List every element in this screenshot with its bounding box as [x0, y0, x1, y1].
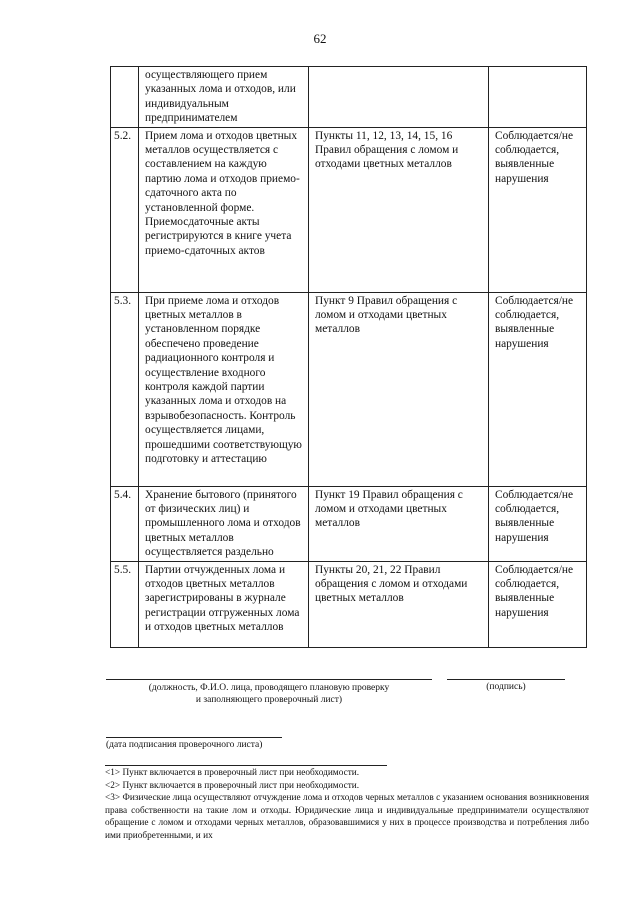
position-caption [106, 682, 432, 706]
position-caption-line-2: и заполняющего проверочный лист) [195, 695, 343, 705]
row-number: 5.3. [111, 292, 139, 486]
compliance-result: Соблюдается/не соблюдается, выявленные нарушения [489, 561, 587, 647]
date-caption: (дата подписания проверочного листа) [106, 740, 263, 750]
page-number: 62 [313, 31, 327, 46]
legal-reference: Пункты 11, 12, 13, 14, 15, 16 Правил обращения с ломом и отходами цветных металлов [309, 127, 489, 292]
position-signature-line [106, 679, 432, 680]
compliance-result [489, 67, 587, 128]
table-row [111, 67, 587, 128]
legal-reference: Пункт 9 Правил обращения с ломом и отходами цветных металлов [309, 292, 489, 486]
legal-reference [309, 67, 489, 128]
requirement-text: При приеме лома и отходов цветных металлов в установленном порядке обеспечено проведение радиационного контроля и осуществление входного контроля каждой партии указанных лома и отходов на взрывобезопасность. Контроль осуществляется лицами, прошедшими соответствующую подготовку и аттестацию [139, 292, 309, 486]
footnotes [105, 767, 589, 843]
checklist-table [110, 66, 587, 648]
table-row [111, 486, 587, 561]
signature-line [447, 679, 565, 680]
legal-reference: Пункт 19 Правил обращения с ломом и отходами цветных металлов [309, 486, 489, 561]
row-number [111, 67, 139, 128]
footnote-3: <3> Физические лица осуществляют отчуждение лома и отходов черных металлов с указанием основания возникновения права собственности на такие лом и отходы. Юридические лица и индивидуальные предприниматели осуществляют обращение с ломом и отходами черных металлов, образовавшимися у них в процессе производства и потребления либо ими приобретенными, и их [105, 793, 589, 841]
compliance-result: Соблюдается/не соблюдается, выявленные нарушения [489, 292, 587, 486]
footnote-2: <2> Пункт включается в проверочный лист при необходимости. [105, 780, 360, 791]
footnote-1: <1> Пункт включается в проверочный лист при необходимости. [105, 768, 360, 778]
row-number: 5.5. [111, 561, 139, 647]
requirement-text: Партии отчужденных лома и отходов цветных металлов зарегистрированы в журнале регистрации отгруженных лома и отходов цветных металлов [139, 561, 309, 647]
date-line [106, 737, 282, 738]
requirement-text: Прием лома и отходов цветных металлов осуществляется с составлением на каждую партию лома и отходов приемо-сдаточного акта по установленной форме. Приемосдаточные акты регистрируются в книге учета приемо-сдаточных актов [139, 127, 309, 292]
table-row [111, 561, 587, 647]
compliance-result: Соблюдается/не соблюдается, выявленные нарушения [489, 486, 587, 561]
requirement-text: осуществляющего прием указанных лома и отходов, или индивидуальным предпринимателем [139, 67, 309, 128]
position-caption-line-1: (должность, Ф.И.О. лица, проводящего плановую проверку [148, 683, 390, 693]
table-row [111, 292, 587, 486]
row-number: 5.2. [111, 127, 139, 292]
requirement-text: Хранение бытового (принятого от физических лиц) и промышленного лома и отходов цветных металлов осуществляется раздельно [139, 486, 309, 561]
signature-caption: (подпись) [486, 682, 526, 692]
legal-reference: Пункты 20, 21, 22 Правил обращения с ломом и отходами цветных металлов [309, 561, 489, 647]
compliance-result: Соблюдается/не соблюдается, выявленные нарушения [489, 127, 587, 292]
row-number: 5.4. [111, 486, 139, 561]
footnote-separator [105, 765, 387, 766]
table-row [111, 127, 587, 292]
